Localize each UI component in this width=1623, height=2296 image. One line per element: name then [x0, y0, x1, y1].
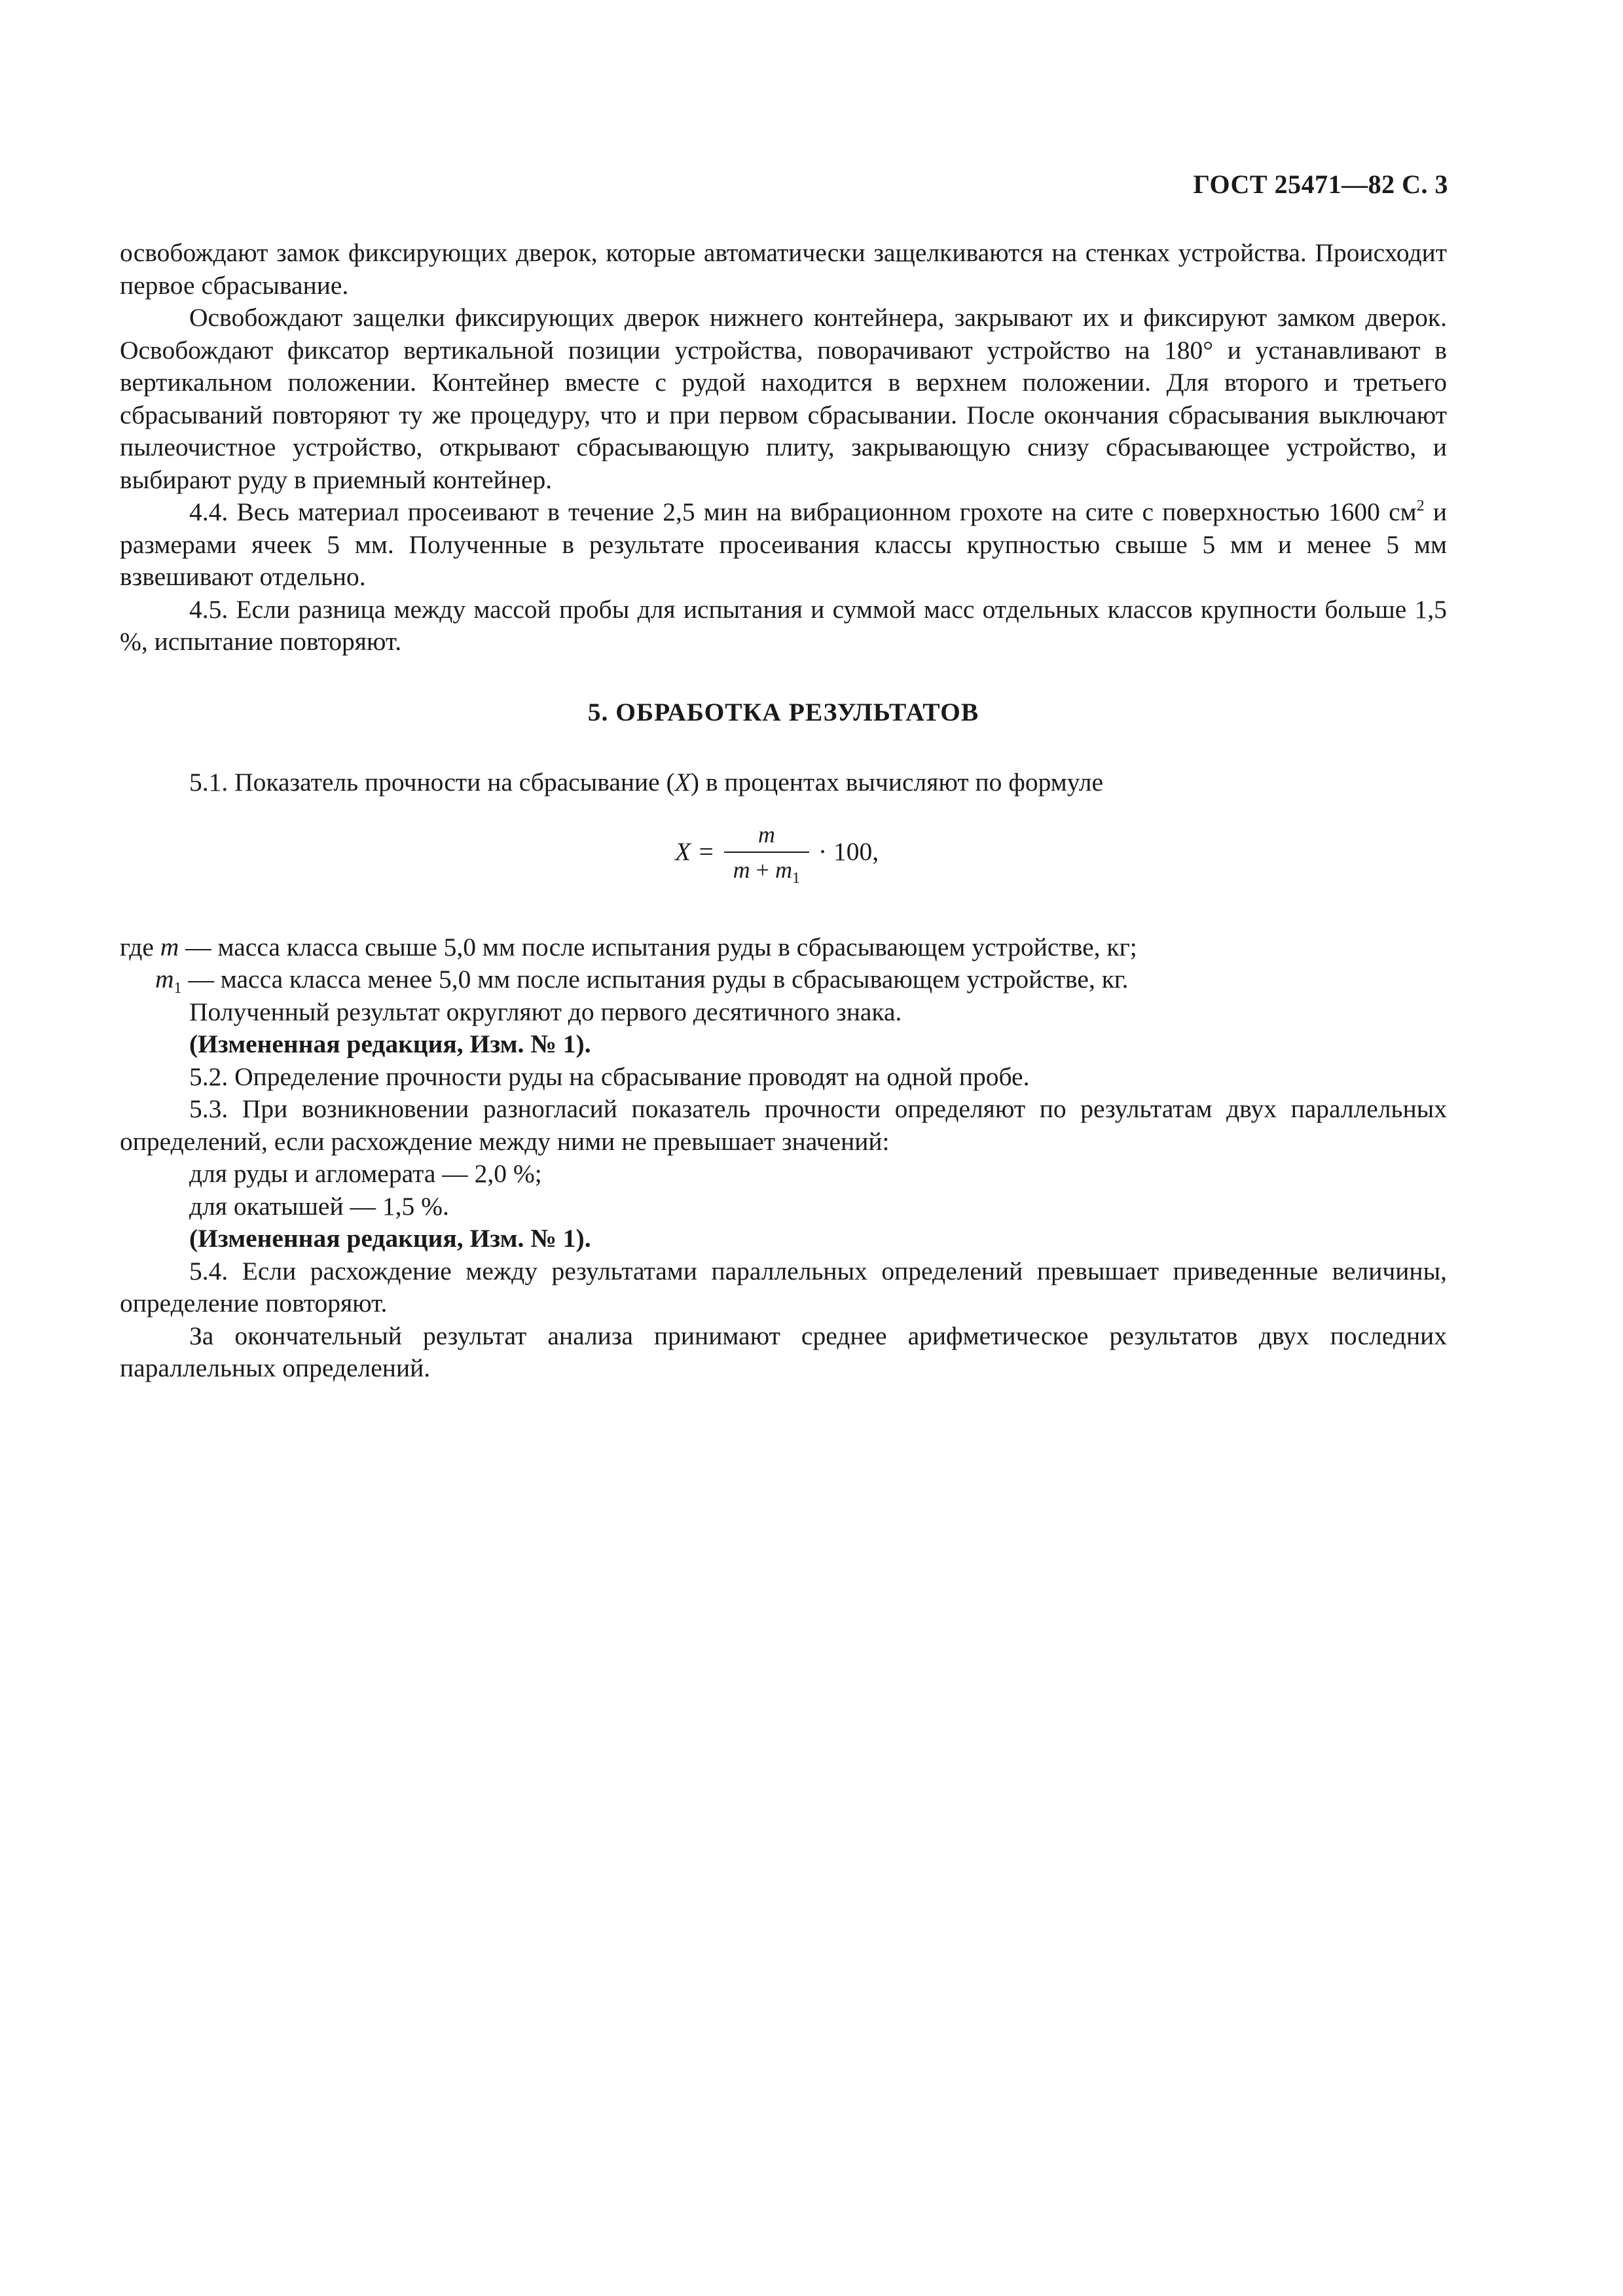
paragraph-continuation: освобождают замок фиксирующих дверок, которые автоматически защелкиваются на стенках устройства. Происходит первое сбрасывание. — [120, 238, 1447, 300]
paragraph-5-1-text: 5.1. Показатель прочности на сбрасывание ( — [189, 768, 675, 797]
document-body — [120, 237, 1447, 1385]
m1-sub: 1 — [173, 980, 182, 997]
paragraph-4-4-text-end: и размерами ячеек 5 мм. Полученные в результате просеивания классы крупностью свыше 5 мм и менее 5 мм взвешивают отдельно. — [120, 497, 1447, 591]
variable-x: X — [674, 768, 691, 797]
section-title: 5. ОБРАБОТКА РЕЗУЛЬТАТОВ — [587, 697, 979, 726]
paragraph-5-4: 5.4. Если расхождение между результатами параллельных определений превышает приведенные величины, определение повторяют. — [120, 1256, 1447, 1318]
formula-fraction — [724, 821, 809, 887]
paragraph-4-5: 4.5. Если разница между массой пробы для испытания и суммой масс отдельных классов крупности больше 1,5 %, испытание повторяют. — [120, 594, 1447, 656]
paragraph-5-1 — [120, 766, 1447, 799]
den-plus: + — [750, 856, 775, 883]
where-m-line — [120, 931, 1447, 964]
final-paragraph: За окончательный результат анализа принимают среднее арифметическое результатов двух последних параллельных определений. — [120, 1321, 1447, 1382]
formula-denominator — [724, 853, 809, 887]
where-m1-line — [120, 963, 1447, 996]
den-m: m — [733, 856, 750, 883]
amendment-note-2: (Измененная редакция, Изм. № 1). — [189, 1224, 591, 1253]
paragraph-4-4 — [120, 496, 1447, 594]
page-header: ГОСТ 25471—82 С. 3 — [1193, 170, 1448, 199]
den-sub: 1 — [792, 869, 800, 887]
formula-lhs-text: X = — [675, 836, 715, 866]
paragraph-5-3: 5.3. При возникновении разногласий показатель прочности определяют по результатам двух параллельных определений, если расхождение между ними не превышает значений: — [120, 1094, 1447, 1156]
where-var: m — [160, 932, 179, 961]
den-m1: m — [775, 856, 792, 883]
paragraph-4-4-text: 4.4. Весь материал просеивают в течение 2,5 мин на вибрационном грохоте на сите с поверхностью 1600 см — [189, 497, 1417, 526]
where-prefix: где — [120, 932, 160, 961]
paragraph-5-2: 5.2. Определение прочности руды на сбрасывание проводят на одной пробе. — [189, 1062, 1030, 1091]
formula-block — [120, 810, 1447, 913]
value-pellets: для окатышей — 1,5 %. — [189, 1191, 449, 1221]
paragraph-latches: Освобождают защелки фиксирующих дверок нижнего контейнера, закрывают их и фиксируют замком дверок. Освобождают фиксатор вертикальной позиции устройства, поворачивают устройство на 180° и устанавливают в вертикальном положении. Контейнер вместе с рудой находится в верхнем положении. Для второго и третьего сбрасываний повторяют ту же процедуру, что и при первом сбрасывании. После окончания сбрасывания выключают пылеочистное устройство, открывают сбрасывающую плиту, закрывающую снизу сбрасывающее устройство, и выбирают руду в приемный контейнер. — [120, 303, 1447, 494]
formula — [675, 810, 879, 895]
where-text: — масса класса свыше 5,0 мм после испытания руды в сбрасывающем устройстве, кг; — [179, 932, 1137, 961]
amendment-note-1: (Измененная редакция, Изм. № 1). — [189, 1030, 591, 1058]
formula-rhs: · 100, — [818, 836, 879, 866]
formula-lhs — [675, 836, 715, 869]
rounding-note: Полученный результат округляют до первого десятичного знака. — [189, 997, 902, 1026]
formula-numerator: m — [757, 821, 775, 848]
value-ore: для руды и агломерата — 2,0 %; — [189, 1159, 542, 1188]
superscript-2: 2 — [1416, 497, 1425, 514]
m1-var: m — [155, 965, 174, 994]
m1-text: — масса класса менее 5,0 мм после испытания руды в сбрасывающем устройстве, кг. — [181, 965, 1129, 994]
paragraph-5-1-text-end: ) в процентах вычисляют по формуле — [690, 768, 1104, 797]
